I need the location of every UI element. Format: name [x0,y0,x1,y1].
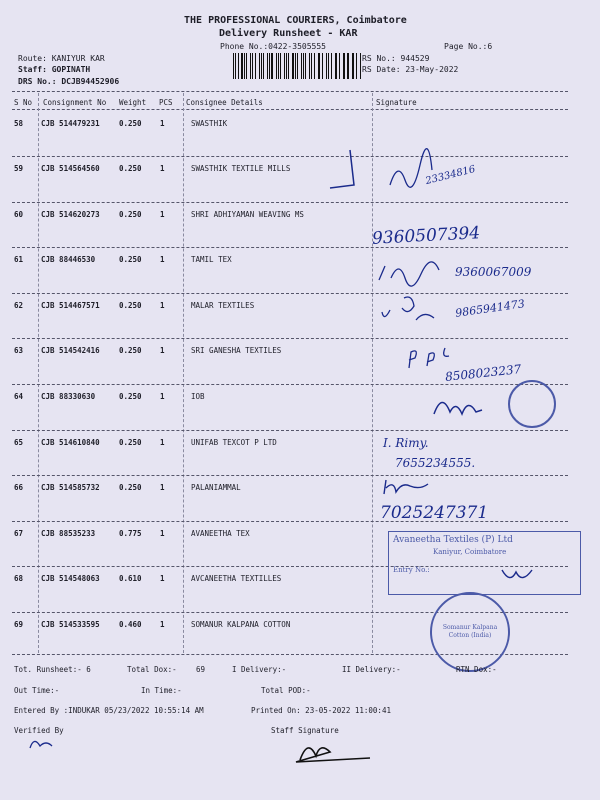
row-sno: 66 [14,483,24,492]
row-consignee: SWASTHIK [191,119,228,128]
row-consignee: SOMANUR KALPANA COTTON [191,620,291,629]
row-consignee: UNIFAB TEXCOT P LTD [191,438,277,447]
row-consignee: MALAR TEXTILES [191,301,255,310]
barcode-bar [235,53,236,79]
handwritten-phone-66: 7025247371 [380,503,489,523]
row-sno: 61 [14,255,24,264]
row-weight: 0.250 [119,255,142,264]
barcode-bar [318,53,319,79]
handwritten-phone-62: 9865941473 [454,297,526,320]
barcode-bar [288,53,289,79]
total-dox-value: 69 [196,665,206,674]
row-consignee: AVANEETHA TEX [191,529,250,538]
barcode-bar [352,53,353,79]
barcode-bar [297,53,298,79]
stamp-address: Kaniyur, Coimbatore [433,548,507,556]
row-pcs: 1 [160,346,165,355]
row-weight: 0.250 [119,483,142,492]
signature-scribble [498,566,538,586]
handwritten-name-65: I. Rimy. [383,436,429,450]
row-weight: 0.250 [119,164,142,173]
barcode-bar [331,53,332,79]
row-consignment: CJB 88446530 [41,255,96,264]
row-consignment: CJB 514585732 [41,483,100,492]
total-dox-label: Total Dox:- [127,665,177,674]
barcode-bar [233,53,234,79]
barcode-bar [261,53,262,79]
row-sno: 65 [14,438,24,447]
row-consignee: IOB [191,392,205,401]
barcode-bar [267,53,268,79]
row-pcs: 1 [160,301,165,310]
row-consignee: SHRI ADHIYAMAN WEAVING MS [191,210,304,219]
row-pcs: 1 [160,574,165,583]
row-sno: 59 [14,164,24,173]
route: Route: KANIYUR KAR [18,54,105,63]
row-pcs: 1 [160,483,165,492]
row-weight: 0.775 [119,529,142,538]
row-pcs: 1 [160,210,165,219]
company-stamp [388,531,581,595]
row-sno: 68 [14,574,24,583]
table-row [0,430,600,475]
row-sno: 67 [14,529,24,538]
verifier-signature [24,734,64,754]
barcode-bar [322,53,323,79]
in-time: In Time:- [141,686,182,695]
row-sno: 58 [14,119,24,128]
row-weight: 0.610 [119,574,142,583]
phone-number: Phone No.:0422-3505555 [220,42,326,51]
drs-number: DRS No.: DCJB94452906 [18,77,120,86]
barcode-bar [343,53,344,79]
row-weight: 0.250 [119,346,142,355]
barcode-bar [314,53,315,79]
handwritten-phone-59: 23334816 [424,164,477,187]
barcode-bar [259,53,260,79]
row-pcs: 1 [160,438,165,447]
barcode-bar [255,53,257,79]
signature-scribble [430,390,490,424]
barcode-bar [335,53,336,79]
company-name: THE PROFESSIONAL COURIERS, Coimbatore [184,15,407,26]
out-time: Out Time:- [14,686,60,695]
tot-runsheet: Tot. Runsheet:- 6 [14,665,91,674]
staff: Staff: GOPINATH [18,65,91,74]
printed-on: Printed On: 23-05-2022 11:00:41 [251,706,391,715]
row-weight: 0.250 [119,210,142,219]
row-consignment: CJB 514564560 [41,164,100,173]
total-pod: Total POD:- [261,686,311,695]
row-sno: 64 [14,392,24,401]
col-header-consignment: Consignment No [43,98,107,107]
page-number: Page No.:6 [444,42,493,51]
barcode-bar [339,53,340,79]
barcode-bar [246,53,247,79]
staff-signature [290,734,380,768]
table-row [0,612,600,654]
barcode [233,53,361,79]
row-consignment: CJB 88330630 [41,392,96,401]
barcode-bar [263,53,264,79]
handwritten-phone-63: 8508023237 [444,362,522,384]
barcode-bar [353,53,354,79]
barcode-bar [276,53,277,79]
barcode-bar [250,53,251,79]
row-sno: 63 [14,346,24,355]
row-consignment: CJB 514542416 [41,346,100,355]
row-sno: 62 [14,301,24,310]
row-pcs: 1 [160,620,165,629]
col-header-signature: Signature [376,98,417,107]
barcode-bar [328,53,329,79]
barcode-bar [286,53,287,79]
row-consignment: CJB 514548063 [41,574,100,583]
entered-by: Entered By :INDUKAR 05/23/2022 10:55:14 AM [14,706,204,715]
barcode-bar [252,53,253,79]
row-consignee: TAMIL TEX [191,255,232,264]
barcode-bar [319,53,320,79]
barcode-bar [238,53,239,79]
row-weight: 0.250 [119,301,142,310]
row-consignment: CJB 514467571 [41,301,100,310]
row-consignment: CJB 88535233 [41,529,96,538]
barcode-bar [336,53,337,79]
barcode-bar [309,53,310,79]
row-pcs: 1 [160,392,165,401]
barcode-bar [347,53,349,79]
col-header-pcs: PCS [159,98,173,107]
barcode-bar [284,53,285,79]
row-pcs: 1 [160,119,165,128]
row-consignment: CJB 514610840 [41,438,100,447]
i-delivery: I Delivery:- [232,665,287,674]
row-consignee: AVCANEETHA TEXTILLES [191,574,282,583]
signature-scribble [380,476,440,502]
barcode-bar [344,53,345,79]
row-consignment: CJB 514620273 [41,210,100,219]
barcode-bar [356,53,357,79]
barcode-bar [280,53,281,79]
row-consignee: PALANIAMMAL [191,483,241,492]
row-weight: 0.250 [119,119,142,128]
row-weight: 0.460 [119,620,142,629]
stamp-company-name: Avaneetha Textiles (P) Ltd [393,535,513,545]
document-title: Delivery Runsheet - KAR [219,28,358,39]
rtn-dox: RTN Dox:- [456,665,497,674]
stamp-entry-no: Entry No.: [393,566,430,574]
col-header-sno: S No [14,98,33,107]
row-weight: 0.250 [119,392,142,401]
row-weight: 0.250 [119,438,142,447]
table-header-rule [12,109,568,110]
barcode-bar [269,53,270,79]
row-consignment: CJB 514533595 [41,620,100,629]
table-top-rule [12,91,568,92]
barcode-bar [241,53,243,79]
rs-number: RS No.: 944529 [362,54,430,63]
row-sno: 60 [14,210,24,219]
barcode-bar [271,53,273,79]
barcode-bar [360,53,361,79]
row-consignee: SRI GANESHA TEXTILES [191,346,282,355]
ii-delivery: II Delivery:- [342,665,401,674]
kalpana-round-stamp [430,592,510,672]
col-header-weight: Weight [119,98,147,107]
row-pcs: 1 [160,529,165,538]
round-stamp [508,380,556,428]
barcode-bar [311,53,313,79]
table-row [0,475,600,521]
barcode-bar [303,53,304,79]
barcode-bar [326,53,328,79]
barcode-bar [244,53,245,79]
barcode-bar [278,53,279,79]
col-header-consignee: Consignee Details [186,98,263,107]
row-consignment: CJB 514479231 [41,119,100,128]
handwritten-phone-65: 7655234555. [395,456,476,470]
row-sno: 69 [14,620,24,629]
row-consignee: SWASTHIK TEXTILE MILLS [191,164,291,173]
handwritten-phone-60: 9360507394 [371,223,481,249]
staff-signature-label: Staff Signature [271,726,339,735]
table-row [0,202,600,247]
row-pcs: 1 [160,255,165,264]
handwritten-phone-61: 9360067009 [455,265,532,279]
signature-scribble [375,258,455,288]
rs-date: RS Date: 23-May-2022 [362,65,459,74]
barcode-bar [292,53,294,79]
verified-by-label: Verified By [14,726,64,735]
barcode-bar [305,53,306,79]
signature-scribble [320,140,560,200]
signature-scribble [378,292,458,328]
barcode-bar [295,53,296,79]
stamp-ring-text: Somanur Kalpana Cotton (India) [442,624,498,639]
row-pcs: 1 [160,164,165,173]
barcode-bar [301,53,302,79]
